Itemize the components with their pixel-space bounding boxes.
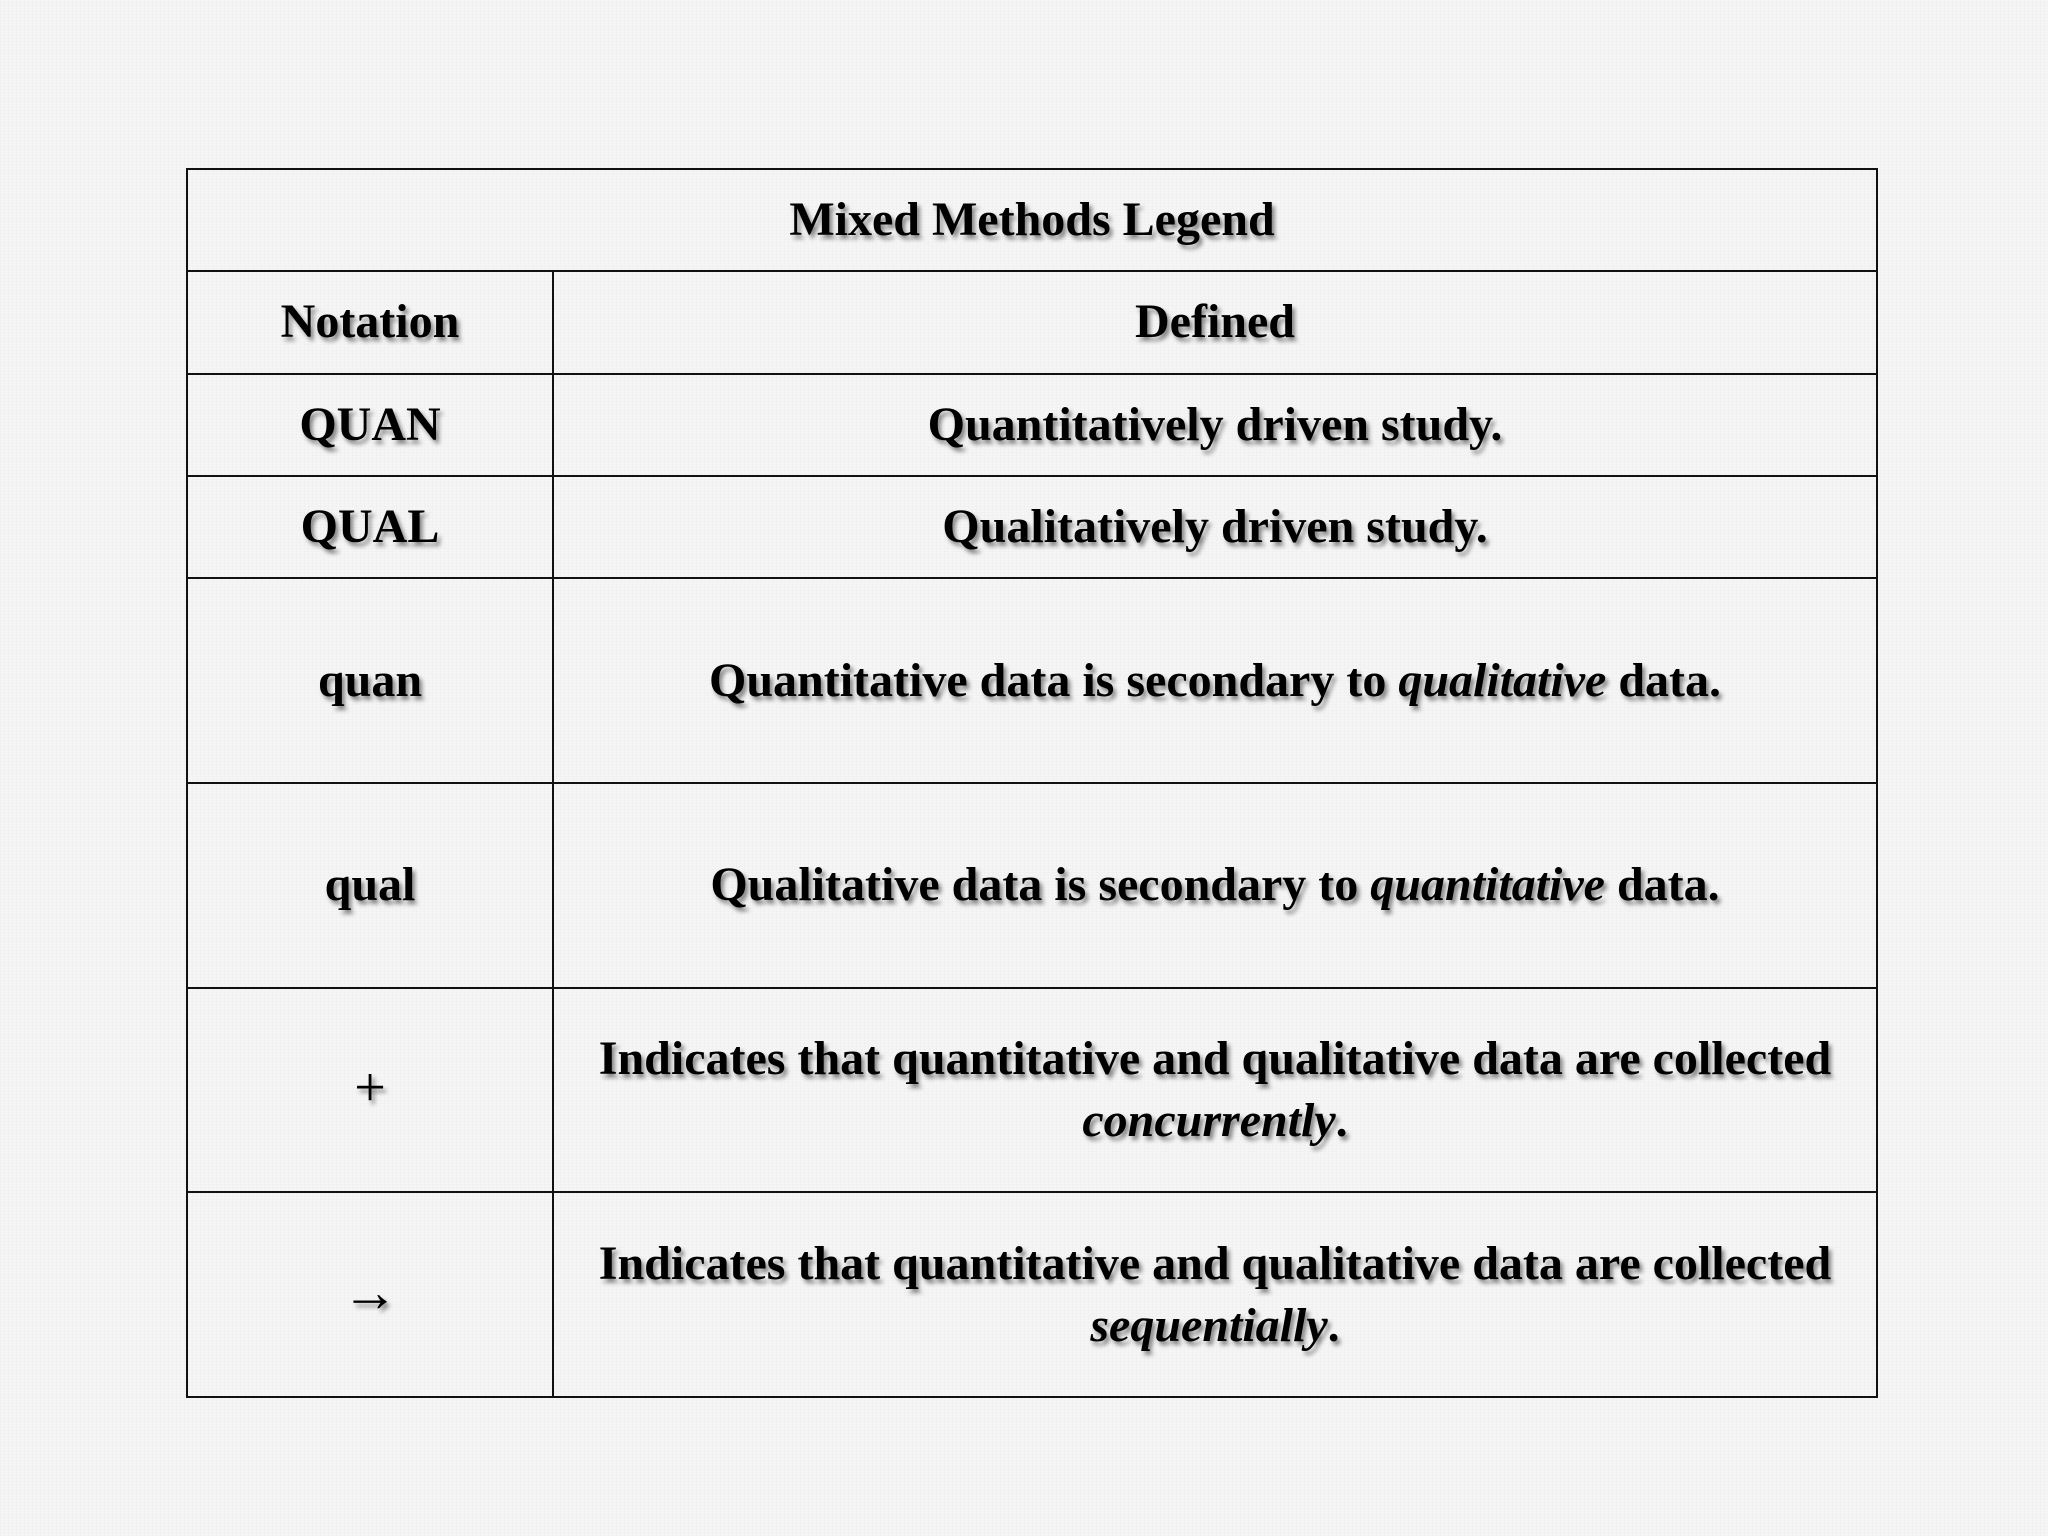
header-row [187, 271, 1877, 373]
definition-text: Qualitative data is secondary to [710, 858, 1371, 912]
notation-qual-upper: QUAL [300, 500, 440, 554]
definition-emphasis: sequentially [1090, 1298, 1328, 1352]
definition-text: Quantitative data is secondary to [709, 653, 1399, 707]
notation-cell [187, 476, 553, 578]
definition-text: Indicates that quantitative and qualitative data are collected [598, 1236, 1832, 1290]
definition-text: Indicates that quantitative and qualitative data are collected [598, 1031, 1832, 1085]
arrow-right-icon: → [342, 1262, 398, 1325]
header-defined: Defined [553, 271, 1877, 373]
definition-text: Qualitatively driven study. [942, 500, 1488, 554]
table-row [187, 578, 1877, 783]
notation-cell [187, 988, 553, 1193]
table-row [187, 374, 1877, 476]
definition-text: Quantitatively driven study. [927, 397, 1503, 451]
notation-qual-lower: qual [324, 858, 416, 912]
table-row [187, 1192, 1877, 1397]
plus-symbol: + [354, 1057, 386, 1120]
definition-emphasis: concurrently [1082, 1093, 1336, 1147]
table-row [187, 988, 1877, 1193]
notation-cell [187, 783, 553, 988]
definition-emphasis: quantitative [1370, 858, 1605, 912]
definition-text-end: data. [1604, 858, 1720, 912]
definition-cell [553, 374, 1877, 476]
definition-cell [553, 476, 1877, 578]
definition-emphasis: qualitative [1398, 653, 1607, 707]
definition-text-end: data. [1606, 653, 1721, 707]
definition-cell [553, 1192, 1877, 1397]
definition-cell [553, 988, 1877, 1193]
table-row [187, 476, 1877, 578]
definition-text-end: . [1335, 1093, 1348, 1147]
table-row [187, 783, 1877, 988]
notation-quan-lower: quan [317, 653, 423, 707]
title-row [187, 169, 1877, 271]
definition-text-end: . [1327, 1298, 1340, 1352]
mixed-methods-legend-table [186, 168, 1878, 1398]
notation-cell [187, 374, 553, 476]
definition-cell [553, 578, 1877, 783]
notation-quan-upper: QUAN [299, 397, 441, 451]
notation-cell [187, 578, 553, 783]
definition-cell [553, 783, 1877, 988]
table-title: Mixed Methods Legend [187, 169, 1877, 271]
notation-cell [187, 1192, 553, 1397]
header-notation: Notation [187, 271, 553, 373]
